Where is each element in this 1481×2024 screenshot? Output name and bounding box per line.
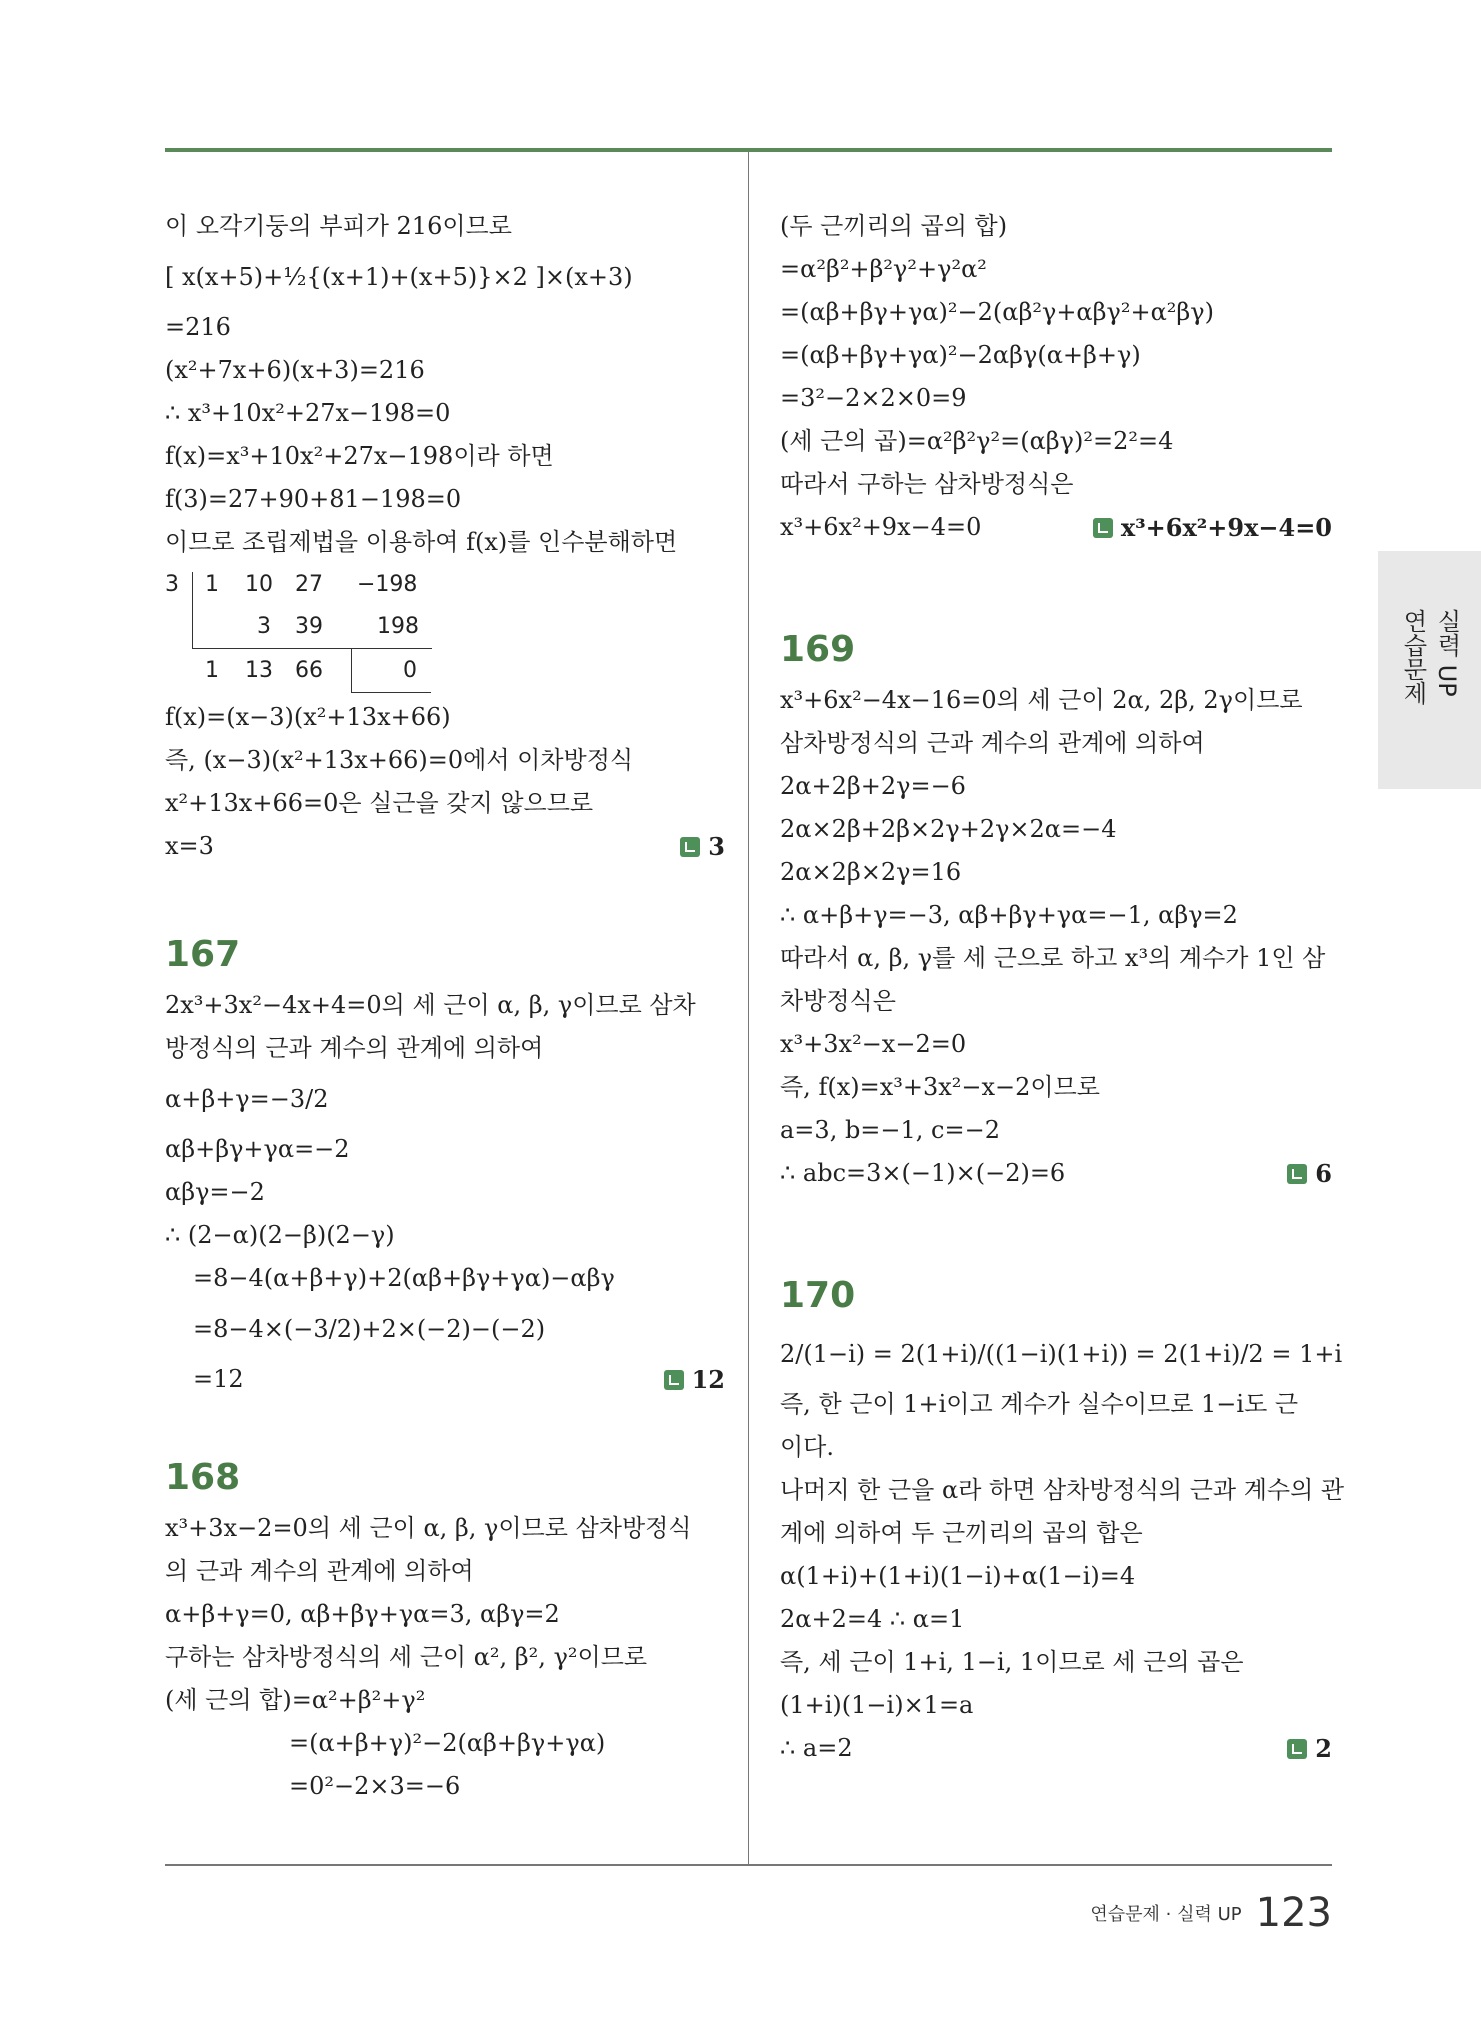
text-line: =216 — [165, 313, 231, 341]
synth-root: 3 — [165, 572, 179, 597]
answer-value: 12 — [691, 1365, 725, 1394]
side-tab-label: 실력 UP — [1433, 609, 1461, 697]
remainder-box-left — [351, 648, 352, 692]
left-column — [165, 205, 725, 1808]
synth-cell: 10 — [245, 572, 273, 597]
text-line: x²+13x+66=0은 실근을 갖지 않으므로 — [165, 789, 594, 817]
section-side-tab — [1378, 551, 1481, 789]
synth-horizontal-line — [192, 648, 432, 649]
problem-number-167: 167 — [165, 934, 241, 975]
problem-number-168: 168 — [165, 1457, 241, 1498]
answer-icon — [1093, 518, 1113, 538]
synth-cell: 27 — [295, 572, 323, 597]
answer-line — [780, 1152, 1332, 1195]
text-line: f(x)=(x−3)(x²+13x+66) — [165, 703, 451, 731]
answer-icon — [1287, 1739, 1307, 1759]
synth-vertical-line — [192, 572, 193, 648]
text-line: 삼차방정식의 근과 계수의 관계에 의하여 — [780, 729, 1205, 757]
answer-line — [780, 1727, 1332, 1770]
text-line: 이므로 조립제법을 이용하여 f(x)를 인수분해하면 — [165, 528, 678, 556]
synth-remainder: 0 — [403, 658, 417, 683]
answer — [1093, 506, 1332, 549]
text-line: [ x(x+5)+½{(x+1)+(x+5)}×2 ]×(x+3) — [165, 263, 633, 291]
text-line: ∴ x³+10x²+27x−198=0 — [165, 399, 451, 427]
text-line: 방정식의 근과 계수의 관계에 의하여 — [165, 1034, 544, 1062]
text-line: f(x)=x³+10x²+27x−198이라 하면 — [165, 442, 554, 470]
text-line: (1+i)(1−i)×1=a — [780, 1691, 974, 1719]
text-line: f(3)=27+90+81−198=0 — [165, 485, 462, 513]
text-line: 따라서 α, β, γ를 세 근으로 하고 x³의 계수가 1인 삼 — [780, 944, 1326, 972]
answer — [1287, 1152, 1332, 1195]
synth-cell: 3 — [257, 614, 271, 639]
text-line: a=3, b=−1, c=−2 — [780, 1116, 1000, 1144]
right-column — [780, 205, 1345, 1770]
text-line: 차방정식은 — [780, 987, 896, 1015]
text-line: 2/(1−i) = 2(1+i)/((1−i)(1+i)) = 2(1+i)/2 = 1+i — [780, 1340, 1343, 1368]
text-line: 구하는 삼차방정식의 세 근이 α², β², γ²이므로 — [165, 1643, 648, 1671]
side-tab-label: 연습문제 — [1399, 609, 1427, 705]
text-line: =(αβ+βγ+γα)²−2(αβ²γ+αβγ²+α²βγ) — [780, 298, 1214, 326]
text-line: =(α+β+γ)²−2(αβ+βγ+γα) — [289, 1729, 606, 1757]
page-footer — [1090, 1890, 1332, 1936]
page-number: 123 — [1255, 1890, 1332, 1936]
text-line: =12 — [193, 1365, 244, 1393]
answer-line — [165, 825, 725, 868]
column-divider — [748, 152, 749, 1864]
text-line: ∴ abc=3×(−1)×(−2)=6 — [780, 1159, 1066, 1187]
text-line: 이 오각기둥의 부피가 216이므로 — [165, 212, 512, 240]
synth-cell: −198 — [357, 572, 418, 597]
answer — [680, 825, 725, 868]
text-line: (세 근의 합)=α²+β²+γ² — [165, 1686, 426, 1714]
text-line: (두 근끼리의 곱의 합) — [780, 212, 1008, 240]
text-line: 이다. — [780, 1433, 834, 1461]
text-line: 2α×2β+2β×2γ+2γ×2α=−4 — [780, 815, 1117, 843]
text-line: x³+3x−2=0의 세 근이 α, β, γ이므로 삼차방정식 — [165, 1514, 692, 1542]
synthetic-division — [165, 564, 725, 696]
text-line: ∴ (2−α)(2−β)(2−γ) — [165, 1221, 395, 1249]
text-line: 의 근과 계수의 관계에 의하여 — [165, 1557, 474, 1585]
text-line: αβ+βγ+γα=−2 — [165, 1135, 350, 1163]
synth-cell: 66 — [295, 658, 323, 683]
text-line: 따라서 구하는 삼차방정식은 — [780, 470, 1074, 498]
remainder-box-bottom — [351, 692, 431, 693]
text-line: x³+6x²−4x−16=0의 세 근이 2α, 2β, 2γ이므로 — [780, 686, 1303, 714]
text-line: α(1+i)+(1+i)(1−i)+α(1−i)=4 — [780, 1562, 1136, 1590]
text-line: ∴ α+β+γ=−3, αβ+βγ+γα=−1, αβγ=2 — [780, 901, 1238, 929]
text-line: =(αβ+βγ+γα)²−2αβγ(α+β+γ) — [780, 341, 1141, 369]
answer-value: 6 — [1315, 1159, 1332, 1188]
text-line: 2α×2β×2γ=16 — [780, 858, 962, 886]
synth-cell: 1 — [205, 658, 219, 683]
answer-icon — [680, 837, 700, 857]
text-line: (세 근의 곱)=α²β²γ²=(αβγ)²=2²=4 — [780, 427, 1174, 455]
answer-value: 2 — [1315, 1734, 1332, 1763]
answer-icon — [1287, 1164, 1307, 1184]
problem-number-169: 169 — [780, 629, 856, 670]
text-line: =8−4(α+β+γ)+2(αβ+βγ+γα)−αβγ — [193, 1264, 615, 1292]
text-line: 2α+2β+2γ=−6 — [780, 772, 966, 800]
synth-cell: 39 — [295, 614, 323, 639]
answer-value: 3 — [708, 832, 725, 861]
answer-line — [780, 506, 1332, 549]
footer-section-label: 연습문제 · 실력 UP — [1090, 1904, 1242, 1925]
text-line: α+β+γ=−3/2 — [165, 1085, 329, 1113]
answer-line — [165, 1358, 725, 1401]
answer — [1287, 1727, 1332, 1770]
text-line: 2x³+3x²−4x+4=0의 세 근이 α, β, γ이므로 삼차 — [165, 991, 696, 1019]
text-line: 즉, f(x)=x³+3x²−x−2이므로 — [780, 1073, 1100, 1101]
answer — [664, 1358, 725, 1401]
text-line: ∴ a=2 — [780, 1734, 853, 1762]
answer-icon — [664, 1370, 684, 1390]
text-line: 즉, 세 근이 1+i, 1−i, 1이므로 세 근의 곱은 — [780, 1648, 1244, 1676]
text-line: (x²+7x+6)(x+3)=216 — [165, 356, 425, 384]
bottom-rule — [165, 1864, 1332, 1866]
synth-cell: 1 — [205, 572, 219, 597]
text-line: 계에 의하여 두 근끼리의 곱의 합은 — [780, 1519, 1143, 1547]
text-line: x=3 — [165, 832, 214, 860]
text-line: =0²−2×3=−6 — [289, 1772, 461, 1800]
text-line: x³+6x²+9x−4=0 — [780, 513, 982, 541]
text-line: =8−4×(−3/2)+2×(−2)−(−2) — [193, 1315, 546, 1343]
text-line: αβγ=−2 — [165, 1178, 265, 1206]
problem-number-170: 170 — [780, 1275, 856, 1316]
text-line: =α²β²+β²γ²+γ²α² — [780, 255, 987, 283]
text-line: x³+3x²−x−2=0 — [780, 1030, 967, 1058]
synth-cell: 13 — [245, 658, 273, 683]
text-line: α+β+γ=0, αβ+βγ+γα=3, αβγ=2 — [165, 1600, 560, 1628]
answer-value: x³+6x²+9x−4=0 — [1120, 513, 1332, 542]
text-line: =3²−2×2×0=9 — [780, 384, 967, 412]
text-line: 2α+2=4 ∴ α=1 — [780, 1605, 965, 1633]
synth-cell: 198 — [377, 614, 419, 639]
text-line: 즉, (x−3)(x²+13x+66)=0에서 이차방정식 — [165, 746, 634, 774]
text-line: 즉, 한 근이 1+i이고 계수가 실수이므로 1−i도 근 — [780, 1390, 1299, 1418]
text-line: 나머지 한 근을 α라 하면 삼차방정식의 근과 계수의 관 — [780, 1476, 1345, 1504]
